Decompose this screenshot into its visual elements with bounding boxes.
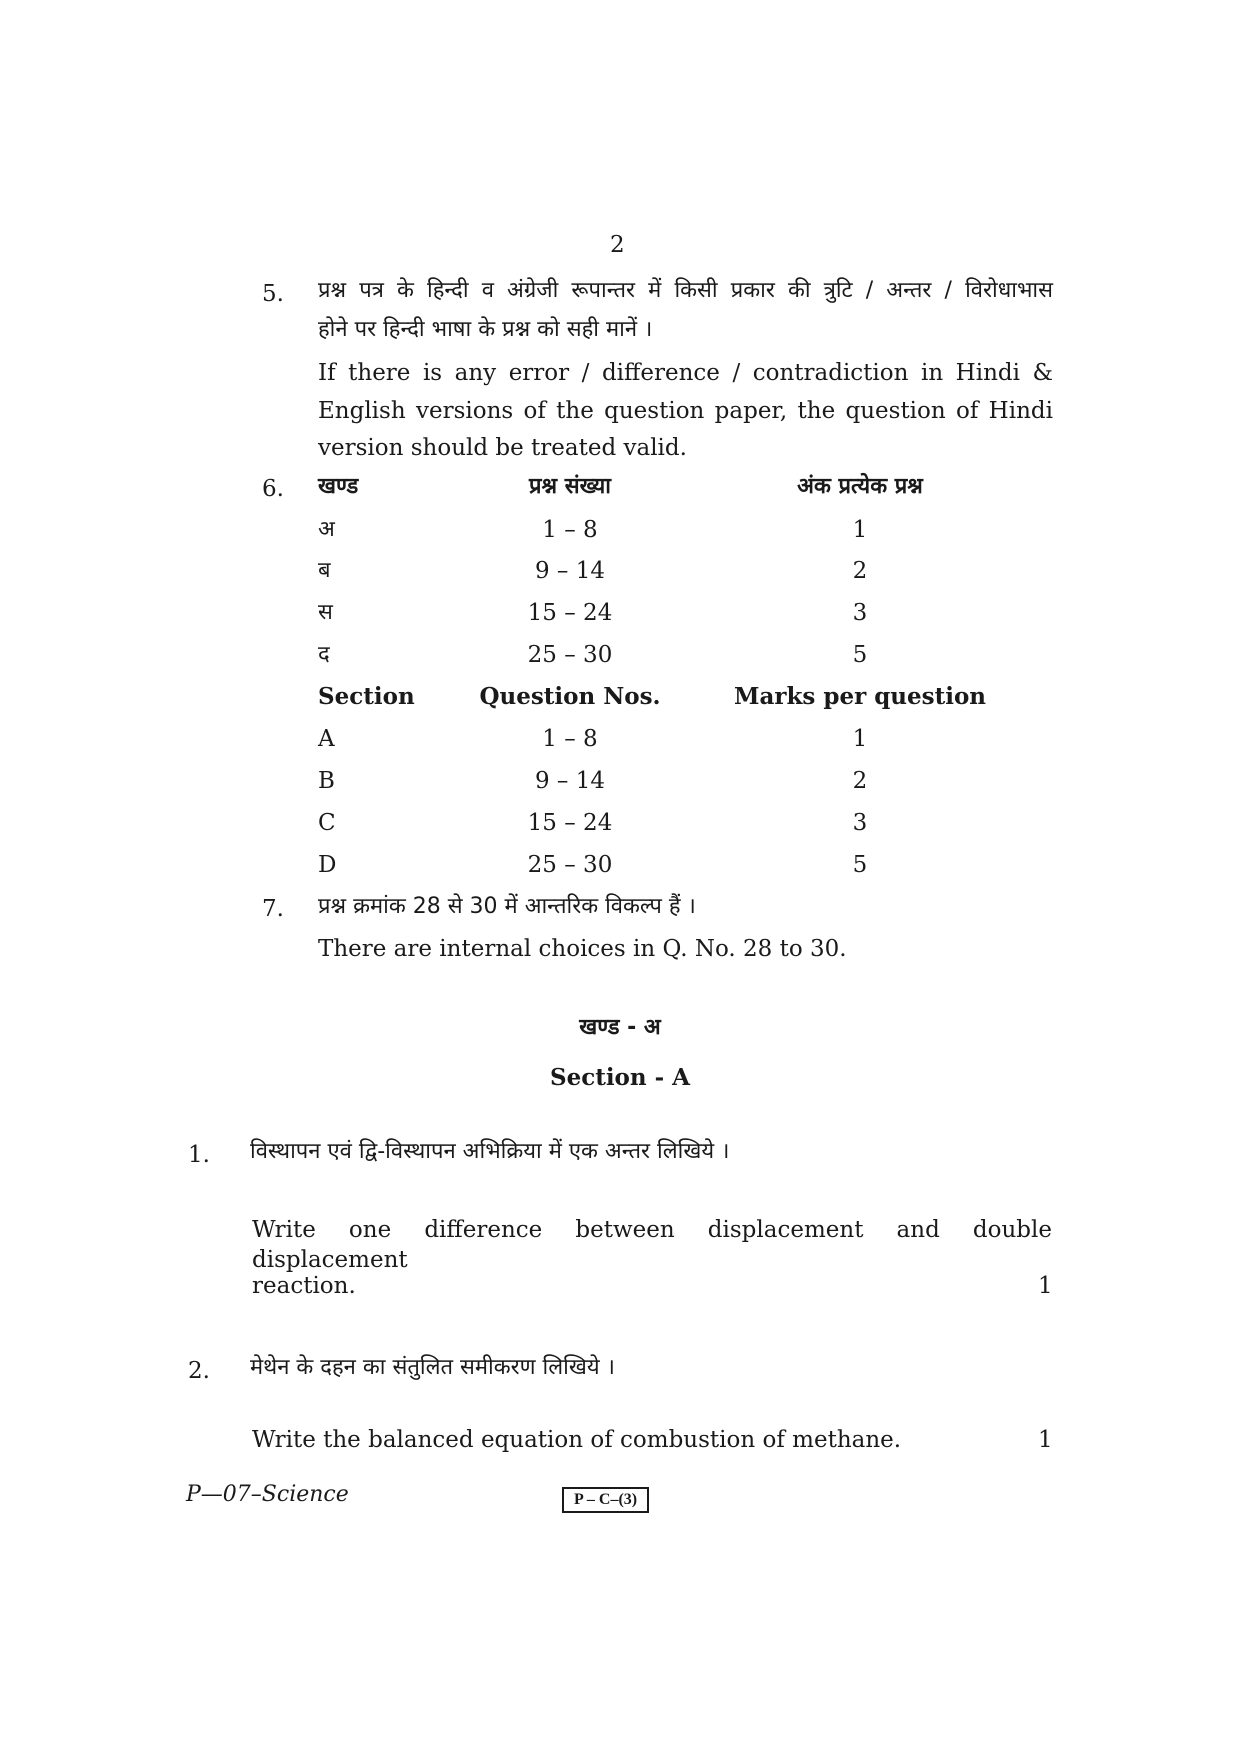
hindi-row-3-marks: 3 bbox=[852, 600, 868, 626]
question-1-marks: 1 bbox=[1038, 1273, 1053, 1299]
footer-set-code-box: P – C–(3) bbox=[562, 1487, 649, 1513]
footer-paper-code: P—07–Science bbox=[186, 1482, 349, 1507]
english-row-4-section: D bbox=[318, 852, 337, 878]
instruction-7-english: There are internal choices in Q. No. 28 to 30. bbox=[318, 936, 847, 962]
english-header-question-nos: Question Nos. bbox=[479, 683, 661, 710]
hindi-row-1-range: 1 – 8 bbox=[542, 517, 598, 543]
hindi-header-section: खण्ड bbox=[318, 474, 359, 499]
section-heading-english: Section - A bbox=[549, 1064, 691, 1091]
question-1-english-line1: Write one difference between displacement and double displacement bbox=[252, 1217, 1052, 1273]
instruction-5-english-line3: version should be treated valid. bbox=[318, 435, 687, 461]
instruction-6-number: 6. bbox=[262, 476, 284, 502]
english-row-3-marks: 3 bbox=[852, 810, 868, 836]
english-row-4-marks: 5 bbox=[852, 852, 868, 878]
english-row-1-section: A bbox=[318, 726, 335, 752]
question-2-hindi: मेथेन के दहन का संतुलित समीकरण लिखिये । bbox=[250, 1355, 615, 1380]
hindi-row-4-section: द bbox=[318, 642, 330, 667]
english-row-2-range: 9 – 14 bbox=[534, 768, 606, 794]
hindi-row-1-marks: 1 bbox=[852, 517, 868, 543]
hindi-row-1-section: अ bbox=[318, 517, 335, 542]
hindi-row-3-range: 15 – 24 bbox=[527, 600, 613, 626]
instruction-5-number: 5. bbox=[262, 281, 284, 307]
question-1-hindi: विस्थापन एवं द्वि-विस्थापन अभिक्रिया में एक अन्तर लिखिये । bbox=[250, 1139, 730, 1164]
instruction-5-hindi-line2: होने पर हिन्दी भाषा के प्रश्न को सही मानें । bbox=[318, 317, 653, 342]
question-1-number: 1. bbox=[188, 1142, 210, 1168]
english-row-2-section: B bbox=[318, 768, 335, 794]
hindi-header-marks: अंक प्रत्येक प्रश्न bbox=[797, 474, 923, 499]
hindi-row-2-section: ब bbox=[318, 558, 331, 583]
hindi-row-4-range: 25 – 30 bbox=[527, 642, 613, 668]
question-1-english-line2: reaction. bbox=[252, 1273, 356, 1299]
hindi-row-2-marks: 2 bbox=[852, 558, 868, 584]
instruction-5-english-line1: If there is any error / difference / contradiction in Hindi & bbox=[318, 360, 1053, 386]
english-row-3-range: 15 – 24 bbox=[527, 810, 613, 836]
question-2-english: Write the balanced equation of combustion of methane. bbox=[252, 1427, 902, 1453]
section-heading-hindi: खण्ड - अ bbox=[579, 1015, 661, 1040]
english-row-1-marks: 1 bbox=[852, 726, 868, 752]
hindi-header-question-nos: प्रश्न संख्या bbox=[529, 474, 611, 499]
instruction-7-hindi: प्रश्न क्रमांक 28 से 30 में आन्तरिक विकल्प हैं । bbox=[318, 894, 696, 919]
instruction-7-number: 7. bbox=[262, 896, 284, 922]
question-2-marks: 1 bbox=[1038, 1427, 1053, 1453]
english-row-3-section: C bbox=[318, 810, 336, 836]
hindi-row-2-range: 9 – 14 bbox=[534, 558, 606, 584]
hindi-row-4-marks: 5 bbox=[852, 642, 868, 668]
instruction-5-english-line2: English versions of the question paper, the question of Hindi bbox=[318, 398, 1053, 424]
english-row-4-range: 25 – 30 bbox=[527, 852, 613, 878]
question-2-number: 2. bbox=[188, 1358, 210, 1384]
english-header-section: Section bbox=[318, 683, 415, 710]
hindi-row-3-section: स bbox=[318, 600, 333, 625]
instruction-5-hindi-line1: प्रश्न पत्र के हिन्दी व अंग्रेजी रूपान्तर में किसी प्रकार की त्रुटि / अन्तर / विरोधाभास bbox=[318, 278, 1053, 303]
english-row-1-range: 1 – 8 bbox=[542, 726, 598, 752]
page-number: 2 bbox=[610, 232, 625, 258]
english-row-2-marks: 2 bbox=[852, 768, 868, 794]
english-header-marks: Marks per question bbox=[733, 683, 987, 710]
